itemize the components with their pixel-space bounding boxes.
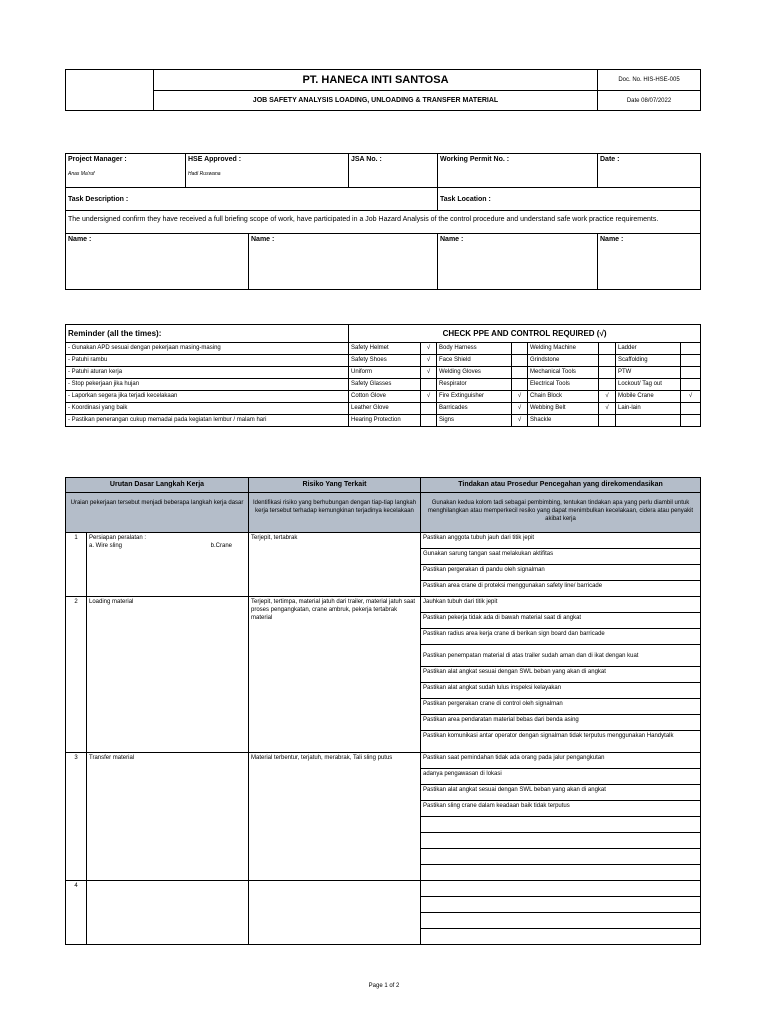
description-actions: Gunakan kedua kolom tadi sebagai pembimbing, tentukan tindakan apa yang perlu diambil untuk menghilangkan atau memperkecil resiko yang dapat menimbulkan kecelakaan, cidera atau penyakit akibat kerja	[421, 493, 701, 533]
project-manager-label: Project Manager :	[68, 156, 127, 163]
action-item	[421, 865, 701, 881]
action-item: Pastikan pergerakan crane di control oleh signalman	[421, 699, 701, 715]
hse-approved-label: HSE Approved :	[188, 156, 242, 163]
signatory-name-3: Name :	[438, 234, 598, 290]
ppe-item: Chain Block	[528, 391, 599, 403]
ppe-item: Webbing Belt	[528, 403, 599, 415]
column-header-risks: Risiko Yang Terkait	[249, 478, 421, 493]
ppe-check	[599, 355, 616, 367]
action-item	[421, 913, 701, 929]
ppe-item: Signs	[437, 415, 512, 427]
action-item: Pastikan alat angkat sesuai dengan SWL beban yang akan di angkat	[421, 667, 701, 683]
action-item	[421, 881, 701, 897]
ppe-item: Uniform	[349, 367, 421, 379]
action-item	[421, 833, 701, 849]
ppe-check	[599, 367, 616, 379]
project-manager-cell	[66, 154, 186, 188]
document-header	[65, 69, 701, 111]
ppe-checklist-table	[65, 324, 701, 427]
reminder-item: - Pastikan penerangan cukup memadai pada kegiatan lembur / malam hari	[66, 415, 349, 427]
action-item: Pastikan radius area kerja crane di berikan sign board dan barricade	[421, 629, 701, 645]
reminder-item: - Patuhi rambu	[66, 355, 349, 367]
reminder-item: - Laporkan segera jika terjadi kecelakaan	[66, 391, 349, 403]
step-description: Transfer material	[87, 753, 249, 881]
date-label: Date :	[600, 156, 620, 163]
ppe-item: Barricades	[437, 403, 512, 415]
step-subitem: b.Crane	[210, 543, 232, 549]
ppe-item: Scaffolding	[616, 355, 681, 367]
ppe-check: √	[512, 403, 528, 415]
action-item: Jauhkan tubuh dari titik jepit	[421, 597, 701, 613]
date-cell	[598, 154, 701, 188]
ppe-check: √	[599, 403, 616, 415]
action-item: Pastikan komunikasi antar operator dengan signalman tidak terputus menggunakan Handytalk	[421, 731, 701, 753]
step-description	[87, 533, 249, 597]
ppe-check	[512, 343, 528, 355]
ppe-check: √	[681, 391, 701, 403]
company-name: PT. HANECA INTI SANTOSA	[154, 70, 598, 91]
description-risks: Identifikasi risiko yang berhubungan dengan tiap-tiap langkah kerja tersebut terhadap kemungkinan terjadinya kecelakaan	[249, 493, 421, 533]
description-steps: Uraian pekerjaan tersebut menjadi beberapa langkah kerja dasar	[66, 493, 249, 533]
doc-date: Date 08/07/2022	[598, 91, 701, 111]
column-header-actions: Tindakan atau Prosedur Pencegahan yang direkomendasikan	[421, 478, 701, 493]
ppe-check	[681, 415, 701, 427]
ppe-check	[512, 367, 528, 379]
ppe-check	[421, 379, 437, 391]
confirmation-statement: The undersigned confirm they have received a full briefing scope of work, have participated in a Job Hazard Analysis of the control procedure and understand safe work practice requirements.	[66, 211, 701, 234]
jsa-table	[65, 477, 701, 945]
action-item: Pastikan sling crane dalam keadaan baik tidak terputus	[421, 801, 701, 817]
action-item	[421, 897, 701, 913]
ppe-item: Welding Gloves	[437, 367, 512, 379]
ppe-item: Safety Shoes	[349, 355, 421, 367]
doc-number: Doc. No. HIS-HSE-005	[598, 70, 701, 91]
ppe-item: PTW	[616, 367, 681, 379]
ppe-item: Ladder	[616, 343, 681, 355]
document-title: JOB SAFETY ANALYSIS LOADING, UNLOADING & TRANSFER MATERIAL	[154, 91, 598, 111]
action-item	[421, 817, 701, 833]
ppe-check: √	[512, 391, 528, 403]
ppe-item: Lockout/ Tag out	[616, 379, 681, 391]
ppe-check	[421, 415, 437, 427]
ppe-check	[681, 343, 701, 355]
action-item: Pastikan alat angkat sudah lulus inspeksi kelayakan	[421, 683, 701, 699]
ppe-item	[616, 415, 681, 427]
ppe-check: √	[599, 391, 616, 403]
ppe-item: Respirator	[437, 379, 512, 391]
column-header-steps: Urutan Dasar Langkah Kerja	[66, 478, 249, 493]
ppe-check: √	[421, 367, 437, 379]
step-number: 1	[66, 533, 87, 597]
ppe-check	[681, 403, 701, 415]
step-title: Persiapan peralatan :	[89, 535, 147, 541]
reminder-item: - Patuhi aturan kerja	[66, 367, 349, 379]
task-location-cell	[438, 188, 701, 211]
reminder-item: - Stop pekerjaan jika hujan	[66, 379, 349, 391]
step-number: 4	[66, 881, 87, 945]
step-risk: Terjepit, tertimpa, material jatuh dari trailer, material jatuh saat proses pengangkatan, crane ambruk, pekerja tertabrak material	[249, 597, 421, 753]
hse-approved-cell	[186, 154, 349, 188]
action-item: Pastikan pekerja tidak ada di bawah material saat di angkat	[421, 613, 701, 629]
ppe-item: Shackle	[528, 415, 599, 427]
ppe-item: Mobile Crane	[616, 391, 681, 403]
ppe-item: Grindstone	[528, 355, 599, 367]
ppe-item: Safety Helmet	[349, 343, 421, 355]
step-risk: Terjepit, tertabrak	[249, 533, 421, 597]
step-number: 2	[66, 597, 87, 753]
page-footer: Page 1 of 2	[368, 983, 400, 989]
signatory-name-4: Name :	[598, 234, 701, 290]
ppe-item: Cotton Glove	[349, 391, 421, 403]
ppe-item: Leather Glove	[349, 403, 421, 415]
ppe-check: √	[421, 355, 437, 367]
ppe-check	[681, 379, 701, 391]
ppe-check	[681, 367, 701, 379]
task-description-cell	[66, 188, 438, 211]
action-item: Pastikan saat pemindahan tidak ada orang pada jalur pengangkutan	[421, 753, 701, 769]
action-item	[421, 849, 701, 865]
action-item: adanya pengawasan di lokasi	[421, 769, 701, 785]
action-item: Pastikan penempatan material di atas trailer sudah aman dan di ikat dengan kuat	[421, 645, 701, 667]
ppe-item: Fire Extinguisher	[437, 391, 512, 403]
ppe-check	[599, 379, 616, 391]
action-item: Gunakan sarung tangan saat melakukan aktifitas	[421, 549, 701, 565]
action-item: Pastikan area pendaratan material bebas dari benda asing	[421, 715, 701, 731]
ppe-check	[681, 355, 701, 367]
ppe-check	[512, 355, 528, 367]
project-manager-name: Anas Ma'ruf	[68, 171, 95, 177]
ppe-item: Electrical Tools	[528, 379, 599, 391]
ppe-item: Mechanical Tools	[528, 367, 599, 379]
ppe-check-title: CHECK PPE AND CONTROL REQUIRED (√)	[349, 325, 701, 343]
step-description: Loading material	[87, 597, 249, 753]
jsa-no-cell	[349, 154, 438, 188]
action-item: Pastikan alat angkat sesuai dengan SWL beban yang akan di angkat	[421, 785, 701, 801]
ppe-item: Lain-lain	[616, 403, 681, 415]
logo-cell	[66, 70, 154, 111]
ppe-item: Welding Machine	[528, 343, 599, 355]
step-subitem: a. Wire sling	[89, 543, 123, 549]
ppe-check	[599, 415, 616, 427]
project-info-table	[65, 153, 701, 290]
signatory-name-2: Name :	[249, 234, 438, 290]
step-number: 3	[66, 753, 87, 881]
action-item: Pastikan area crane di proteksi menggunakan safety line/ barricade	[421, 581, 701, 597]
ppe-check: √	[512, 415, 528, 427]
signatory-name-1: Name :	[66, 234, 249, 290]
ppe-item: Hearing Protection	[349, 415, 421, 427]
working-permit-cell	[438, 154, 598, 188]
action-item: Pastikan anggota tubuh jauh dari titik jepit	[421, 533, 701, 549]
ppe-check: √	[421, 391, 437, 403]
step-risk	[249, 881, 421, 945]
task-location-label: Task Location :	[440, 195, 491, 203]
reminder-title: Reminder (all the times):	[66, 325, 349, 343]
ppe-check	[512, 379, 528, 391]
action-item: Pastikan pergerakan di pandu oleh signalman	[421, 565, 701, 581]
step-description	[87, 881, 249, 945]
ppe-item: Safety Glasses	[349, 379, 421, 391]
jsa-no-label: JSA No. :	[351, 156, 382, 163]
working-permit-label: Working Permit No. :	[440, 156, 510, 163]
reminder-item: - Koordinasi yang baik	[66, 403, 349, 415]
reminder-item: - Gunakan APD sesuai dengan pekerjaan masing-masing	[66, 343, 349, 355]
ppe-item: Body Harness	[437, 343, 512, 355]
ppe-check: √	[421, 343, 437, 355]
task-description-label: Task Description :	[68, 195, 129, 203]
step-risk: Material terbentur, terjatuh, merabrak, Tali sling putus	[249, 753, 421, 881]
action-item	[421, 929, 701, 945]
ppe-item: Face Shield	[437, 355, 512, 367]
ppe-check	[599, 343, 616, 355]
ppe-check	[421, 403, 437, 415]
hse-approved-name: Hadi Ruswana	[188, 171, 221, 177]
